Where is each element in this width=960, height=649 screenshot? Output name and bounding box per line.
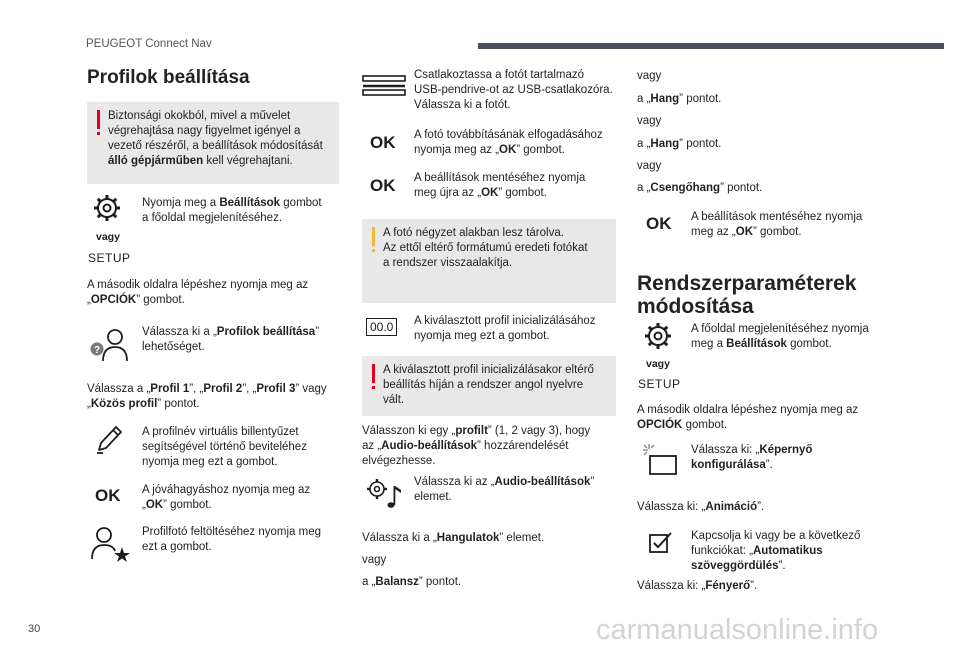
step-open-settings: Nyomja meg a Beállítások gombot a főoldal megjelenítéséhez. [142,197,322,224]
step-accept-photo: A fotó továbbításának elfogadásához nyomja meg az „OK” gombot. [414,129,603,156]
info-box [362,219,616,303]
ok-button-icon: OK [95,486,121,505]
or-text: vagy [362,554,387,566]
paragraph-select-audio-profile: Válasszon ki egy „profilt” (1, 2 vagy 3), hogy az „Audio-beállítások” hozzárendelését elvégezhesse. [362,425,591,467]
info-icon [372,227,375,246]
paragraph-options: A második oldalra lépéshez nyomja meg az „OPCIÓK” gombot. [87,279,309,306]
header-title: PEUGEOT Connect Nav [86,38,212,50]
warning-icon [97,110,100,129]
settings-gear-icon [93,194,121,222]
profile-photo-star-icon [90,526,130,562]
info-text: A fotó négyzet alakban lesz tárolva. Az ettől eltérő formátumú eredeti fotókat a rendszer visszaalakítja. [383,227,588,269]
warning-box [362,356,616,416]
paragraph-ambience: Válassza ki a „Hangulatok” elemet. [362,532,545,544]
or-label: vagy [646,358,670,370]
screen-brightness-icon [641,442,677,476]
edit-pencil-icon [95,424,123,454]
or-label: vagy [96,231,120,243]
step-reset-profile: A kiválasztott profil inicializálásához nyomja meg ezt a gombot. [414,315,596,342]
step-auto-scroll: Kapcsolja ki vagy be a következő funkciókat: „Automatikus szöveggördülés”. [691,530,861,572]
ok-button-icon: OK [370,133,396,152]
watermark: carmanualsonline.info [596,614,879,646]
or-text: vagy [637,70,662,82]
paragraph-animation: Válassza ki: „Animáció”. [637,501,765,513]
page-number: 30 [28,623,41,635]
setup-button-label: SETUP [88,251,131,265]
svg-text:?: ? [93,345,101,356]
warning-box [87,102,339,184]
reset-counter-icon: 00.0 [366,318,397,336]
header-bar [478,43,944,49]
ok-button-icon: OK [646,214,672,233]
paragraph-sound-1: a „Hang” pontot. [637,93,722,105]
audio-settings-icon [364,474,404,510]
step-save-settings: A beállítások mentéséhez nyomja meg újra az „OK” gombot. [414,172,586,199]
step-select-profile-settings: Válassza ki a „Profilok beállítása” lehetőséget. [142,326,320,353]
paragraph-select-profile: Válassza a „Profil 1”, „Profil 2”, „Profil 3” vagy „Közös profil” pontot. [87,383,327,410]
setup-button-label: SETUP [638,377,681,391]
usb-drive-icon [362,75,406,97]
step-confirm-ok: A jóváhagyáshoz nyomja meg az „OK” gombot. [142,484,311,511]
settings-gear-icon [644,322,672,350]
or-text: vagy [637,115,662,127]
step-upload-photo: Profilfotó feltöltéséhez nyomja meg ezt a gombot. [142,526,321,553]
paragraph-sound-2: a „Hang” pontot. [637,138,722,150]
checkbox-icon [649,531,673,553]
section-heading-system: Rendszerparaméterek módosítása [637,272,857,318]
step-open-settings: A főoldal megjelenítéséhez nyomja meg a Beállítások gombot. [691,323,869,350]
warning-icon [372,364,375,383]
ok-button-icon: OK [370,176,396,195]
step-save-settings: A beállítások mentéséhez nyomja meg az „OK” gombot. [691,211,863,238]
step-profile-name: A profilnév virtuális billentyűzet segítségével történő beviteléhez nyomja meg ezt a gombot. [142,426,307,468]
step-audio-settings: Válassza ki az „Audio-beállítások” elemet. [414,476,595,503]
section-heading-profiles: Profilok beállítása [87,67,250,88]
paragraph-options: A második oldalra lépéshez nyomja meg az OPCIÓK gombot. [637,404,859,431]
profile-question-icon [90,327,128,363]
step-screen-config: Válassza ki: „Képernyő konfigurálása”. [691,444,813,471]
warning-text: Biztonsági okokból, mivel a művelet végrehajtása nagy figyelmet igényel a vezető részéről, a beállítások módosítását álló gépjárműben kell végrehajtani. [108,110,323,167]
warning-text: A kiválasztott profil inicializálásakor eltérő beállítás híján a rendszer angol nyelvre vált. [383,364,594,406]
step-connect-usb: Csatlakoztassa a fotót tartalmazó USB-pendrive-ot az USB-csatlakozóra. Válassza ki a fotót. [414,69,613,111]
paragraph-ringtone: a „Csengőhang” pontot. [637,182,763,194]
paragraph-balance: a „Balansz” pontot. [362,576,462,588]
or-text: vagy [637,160,662,172]
paragraph-brightness: Válassza ki: „Fényerő”. [637,580,758,592]
